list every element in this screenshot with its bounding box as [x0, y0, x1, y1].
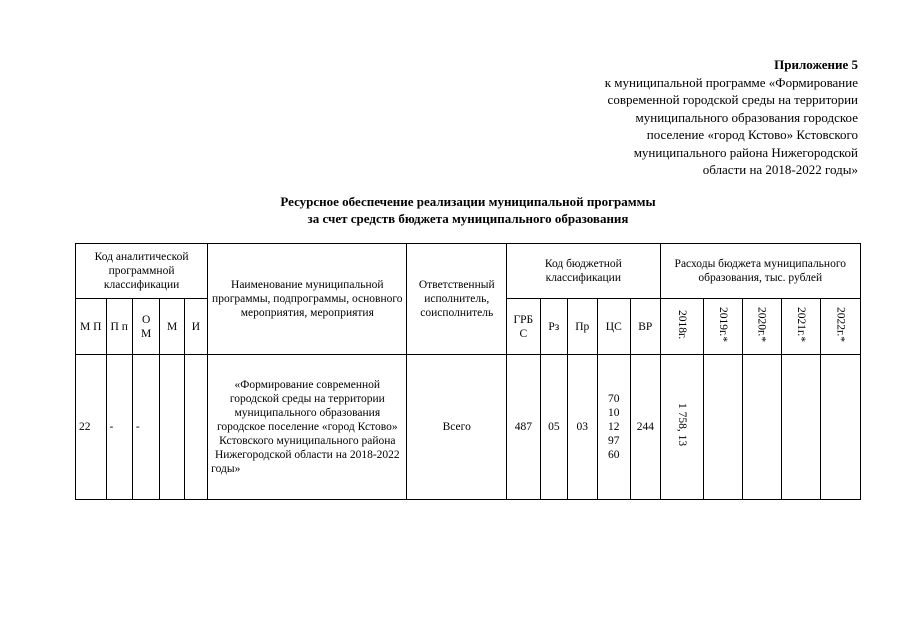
- appendix-title: Приложение 5: [774, 57, 858, 72]
- header-year-2019: [704, 299, 743, 355]
- cell-om: -: [132, 355, 159, 500]
- appendix-line: поселение «город Кстово» Кстовского: [646, 127, 858, 142]
- header-m: М: [160, 299, 184, 355]
- year-label-2022: 2022г.*: [834, 306, 847, 343]
- cs-line: 97: [608, 435, 620, 447]
- cell-2018: [660, 355, 704, 500]
- document-title-line1: Ресурсное обеспечение реализации муниципальной программы: [280, 194, 656, 209]
- cs-line: 60: [608, 449, 620, 461]
- cell-m: [160, 355, 184, 500]
- cell-rz: 05: [540, 355, 567, 500]
- header-grbs: ГРБ С: [507, 299, 541, 355]
- cell-mp: 22: [76, 355, 107, 500]
- appendix-header: [518, 56, 858, 179]
- document-title-line2: за счет средств бюджета муниципального образования: [307, 211, 629, 226]
- header-year-2018: [660, 299, 704, 355]
- header-pp: П п: [106, 299, 132, 355]
- header-year-2021: [781, 299, 821, 355]
- appendix-line: муниципального образования городское: [635, 109, 858, 125]
- cell-2019: [704, 355, 743, 500]
- header-budget-expenses: Расходы бюджета муниципального образования, тыс. рублей: [660, 244, 860, 299]
- cell-vr: 244: [631, 355, 661, 500]
- resource-table: [75, 243, 861, 500]
- amount-2018: 1 758, 13: [675, 403, 688, 447]
- header-mp: М П: [76, 299, 107, 355]
- header-vr: ВР: [631, 299, 661, 355]
- cs-line: 10: [608, 407, 620, 419]
- cell-grbs: 487: [507, 355, 541, 500]
- header-pr: Пр: [568, 299, 597, 355]
- year-label-2021: 2021г.*: [794, 306, 807, 343]
- cell-2020: [742, 355, 781, 500]
- cell-2021: [781, 355, 821, 500]
- appendix-line: к муниципальной программе «Формирование: [604, 74, 858, 90]
- appendix-line: муниципального района Нижегородской: [633, 144, 858, 160]
- table-row: [76, 355, 861, 500]
- year-label-2018: 2018г.: [675, 309, 688, 340]
- year-label-2019: 2019г.*: [717, 306, 730, 343]
- header-cs: ЦС: [597, 299, 631, 355]
- header-i: И: [184, 299, 207, 355]
- cell-pp: -: [106, 355, 132, 500]
- cell-pr: 03: [568, 355, 597, 500]
- header-budget-classification: Код бюджетной классификации: [507, 244, 661, 299]
- cell-program-name: «Формирование современной городской среды на территории муниципального образования городское поселение «город Кстово» Кстовского муниципального района Нижегородской области на 2018-2022 годы»: [208, 355, 407, 500]
- header-year-2022: [821, 299, 861, 355]
- header-analytic-classification: Код аналитической программной классификации: [76, 244, 208, 299]
- cs-line: 70: [608, 393, 620, 405]
- header-responsible: Ответственный исполнитель, соисполнитель: [407, 244, 507, 355]
- cell-2022: [821, 355, 861, 500]
- header-program-name: Наименование муниципальной программы, подпрограммы, основного мероприятия, мероприятия: [208, 244, 407, 355]
- year-label-2020: 2020г.*: [755, 306, 768, 343]
- header-year-2020: [742, 299, 781, 355]
- appendix-line: современной городской среды на территории: [607, 92, 858, 107]
- document-title: [75, 193, 861, 227]
- header-om: О М: [132, 299, 159, 355]
- cell-responsible: Всего: [407, 355, 507, 500]
- cs-line: 12: [608, 421, 620, 433]
- appendix-line: области на 2018-2022 годы»: [702, 162, 858, 177]
- header-rz: Рз: [540, 299, 567, 355]
- cell-i: [184, 355, 207, 500]
- cell-cs: [597, 355, 631, 500]
